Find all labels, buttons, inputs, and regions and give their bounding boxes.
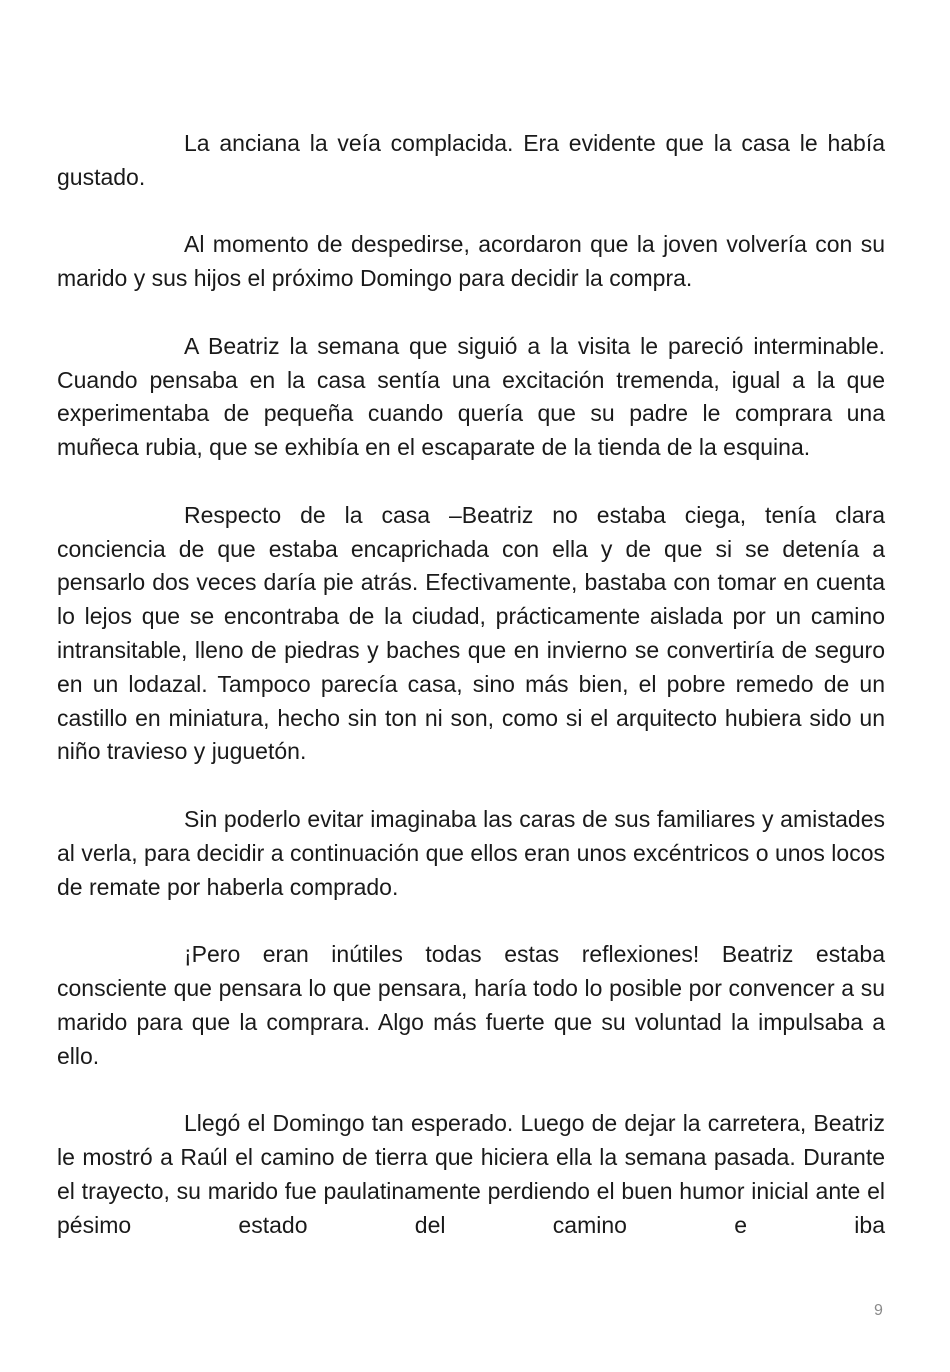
paragraph: ¡Pero eran inútiles todas estas reflexiones! Beatriz estaba consciente que pensara lo que pensara, haría todo lo posible por convencer a su marido para que la comprara. Algo más fuerte que su voluntad la impulsaba a ello. [57, 941, 885, 1069]
paragraph: Llegó el Domingo tan esperado. Luego de dejar la carretera, Beatriz le mostró a Raúl el camino de tierra que hiciera ella la semana pasada. Durante el trayecto, su marido fue paulatinamente perdiendo el buen humor inicial ante el pésimo estado del camino e iba [57, 1110, 885, 1238]
paragraph: La anciana la veía complacida. Era evidente que la casa le había gustado. [57, 130, 885, 190]
paragraph: Al momento de despedirse, acordaron que la joven volvería con su marido y sus hijos el próximo Domingo para decidir la compra. [57, 231, 885, 292]
page-number: 9 [874, 1302, 883, 1319]
paragraph: Respecto de la casa –Beatriz no estaba ciega, tenía clara conciencia de que estaba encaprichada con ella y de que si se detenía a pensarlo dos veces daría pie atrás. Efectivamente, bastaba con tomar en cuenta lo lejos que se encontraba de la ciudad, prácticamente aislada por un camino intransitable, lleno de piedras y baches que en invierno se convertiría de seguro en un lodazal. Tampoco parecía casa, sino más bien, el pobre remedo de un castillo en miniatura, hecho sin ton ni son, como si el arquitecto hubiera sido un niño travieso y juguetón. [57, 501, 885, 765]
paragraph: A Beatriz la semana que siguió a la visita le pareció interminable. Cuando pensaba en la casa sentía una excitación tremenda, igual a la que experimentaba de pequeña cuando quería que su padre le comprara una muñeca rubia, que se exhibía en el escaparate de la tienda de la esquina. [57, 332, 885, 461]
body-text [57, 127, 885, 1242]
paragraph: Sin poderlo evitar imaginaba las caras de sus familiares y amistades al verla, para decidir a continuación que ellos eran unos excéntricos o unos locos de remate por haberla comprado. [57, 805, 885, 900]
